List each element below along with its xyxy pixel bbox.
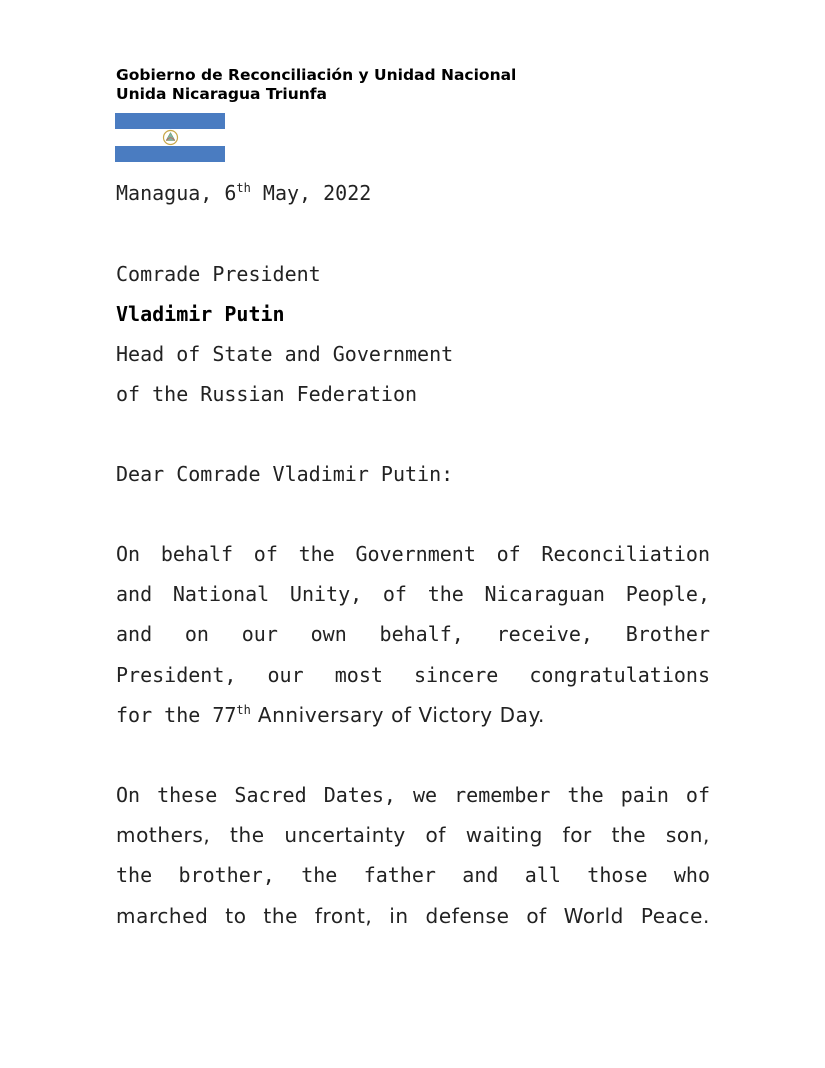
paragraph-congratulations xyxy=(116,534,710,735)
paragraph1-ordinal-suffix: th xyxy=(236,702,251,717)
date-prefix: Managua, 6 xyxy=(116,181,237,205)
paragraph1-line2: and National Unity, of the Nicaraguan People, xyxy=(116,582,710,607)
paragraph2-line1: On these Sacred Dates, we remember the pain of xyxy=(116,783,710,807)
paragraph1-line1: On behalf of the Government of Reconciliation xyxy=(116,542,710,566)
flag-stripe-bottom xyxy=(115,146,225,162)
addressee-title: Comrade President xyxy=(116,262,321,286)
paragraph2-line3: the brother, the father and all those who xyxy=(116,863,710,888)
paragraph1-line5 xyxy=(116,695,710,735)
date-ordinal-suffix: th xyxy=(236,181,251,195)
paragraph1-line3: and on our own behalf, receive, Brother xyxy=(116,622,710,647)
greeting: Dear Comrade Vladimir Putin: xyxy=(116,462,454,486)
addressee-role-line1: Head of State and Government xyxy=(116,342,454,366)
paragraph1-line4: President, our most sincere congratulations xyxy=(116,662,710,687)
flag-stripe-top xyxy=(115,113,225,129)
paragraph2-line2: mothers, the uncertainty of waiting for the son, xyxy=(116,823,710,848)
coat-of-arms-icon xyxy=(162,129,179,146)
date-rest: May, 2022 xyxy=(250,181,372,205)
letterhead-slogan: Unida Nicaragua Triunfa xyxy=(116,85,328,103)
letter-date xyxy=(116,181,371,205)
paragraph1-line5-end: Anniversary of Victory Day. xyxy=(250,702,545,727)
nicaragua-flag-icon xyxy=(115,113,225,162)
letterhead xyxy=(116,66,516,104)
paragraph-remembrance xyxy=(116,775,710,936)
addressee-role-line2: of the Russian Federation xyxy=(116,382,418,406)
paragraph2-line4: marched to the front, in defense of World Peace. xyxy=(116,903,710,928)
letterhead-government-name: Gobierno de Reconciliación y Unidad Nacional xyxy=(116,66,517,84)
addressee-name: Vladimir Putin xyxy=(116,302,285,326)
paragraph1-line5-start: for the 77 xyxy=(116,702,237,727)
